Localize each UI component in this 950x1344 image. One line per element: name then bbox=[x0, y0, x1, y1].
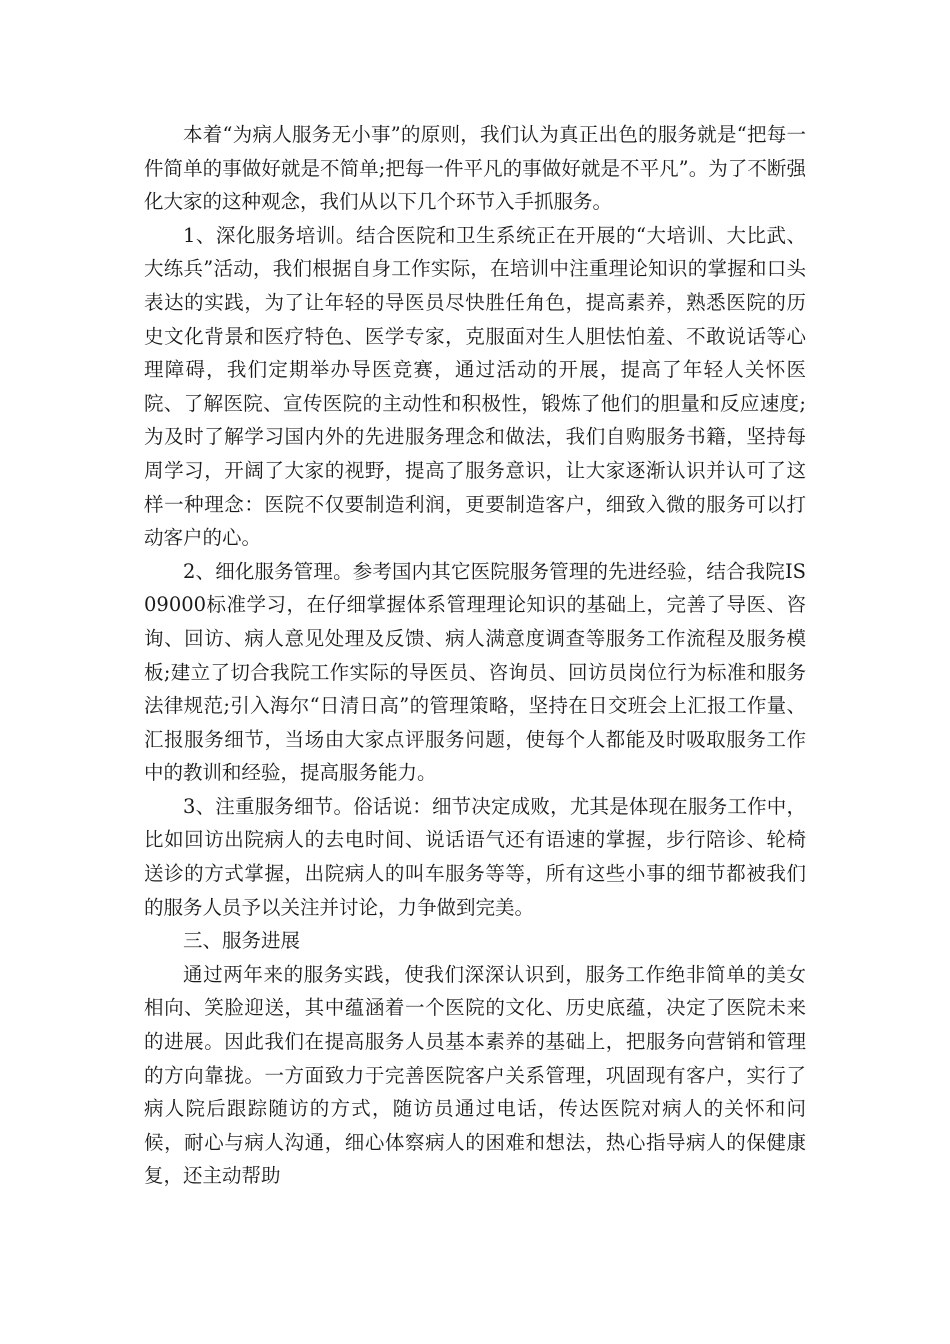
paragraph-intro: 本着“为病人服务无小事”的原则，我们认为真正出色的服务就是“把每一件简单的事做好就是不简单;把每一件平凡的事做好就是不平凡”。为了不断强化大家的这种观念，我们从以下几个环节入手抓服务。 bbox=[144, 123, 806, 214]
paragraph-training: 1、深化服务培训。结合医院和卫生系统正在开展的“大培训、大比武、大练兵”活动，我们根据自身工作实际，在培训中注重理论知识的掌握和口头表达的实践，为了让年轻的导医员尽快胜任角色，提高素养，熟悉医院的历史文化背景和医疗特色、医学专家，克服面对生人胆怯怕羞、不敢说话等心理障碍，我们定期举办导医竞赛，通过活动的开展，提高了年轻人关怀医院、了解医院、宣传医院的主动性和积极性，锻炼了他们的胆量和反应速度;为及时了解学习国内外的先进服务理念和做法，我们自购服务书籍，坚持每周学习，开阔了大家的视野，提高了服务意识，让大家逐渐认识并认可了这样一种理念：医院不仅要制造利润，更要制造客户，细致入微的服务可以打动客户的心。 bbox=[144, 223, 806, 550]
paragraph-management: 2、细化服务管理。参考国内其它医院服务管理的先进经验，结合我院IS09000标准学习，在仔细掌握体系管理理论知识的基础上，完善了导医、咨询、回访、病人意见处理及反馈、病人满意度调查等服务工作流程及服务模板;建立了切合我院工作实际的导医员、咨询员、回访员岗位行为标准和服务法律规范;引入海尔“日清日高”的管理策略，坚持在日交班会上汇报工作量、汇报服务细节，当场由大家点评服务问题，使每个人都能及时吸取服务工作中的教训和经验，提高服务能力。 bbox=[144, 559, 806, 785]
paragraph-progress: 通过两年来的服务实践，使我们深深认识到，服务工作绝非简单的美女相向、笑脸迎送，其中蕴涵着一个医院的文化、历史底蕴，决定了医院未来的进展。因此我们在提高服务人员基本素养的基础上，把服务向营销和管理的方向靠拢。一方面致力于完善医院客户关系管理，巩固现有客户，实行了病人院后跟踪随访的方式，随访员通过电话，传达医院对病人的关怀和问候，耐心与病人沟通，细心体察病人的困难和想法，热心指导病人的保健康复，还主动帮助 bbox=[144, 962, 806, 1188]
section-heading: 三、服务进展 bbox=[183, 929, 301, 953]
document-body bbox=[144, 118, 806, 1193]
paragraph-details: 3、注重服务细节。俗话说：细节决定成败，尤其是体现在服务工作中，比如回访出院病人的去电时间、说话语气还有语速的掌握，步行陪诊、轮椅送诊的方式掌握，出院病人的叫车服务等等，所有这些小事的细节都被我们的服务人员予以关注并讨论，力争做到完美。 bbox=[144, 794, 806, 919]
